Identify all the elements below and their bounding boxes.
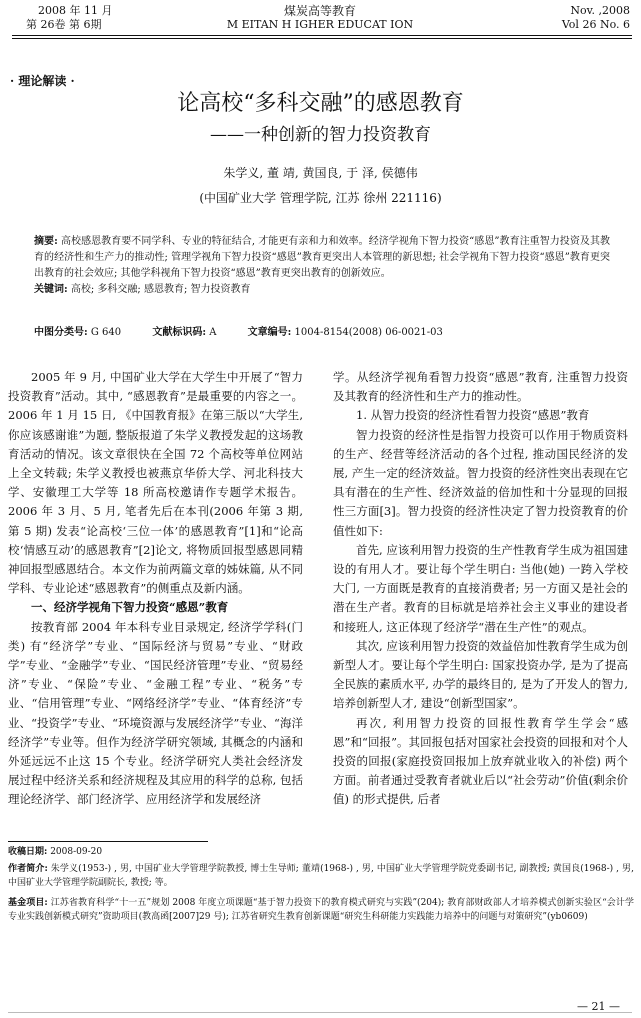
section-heading: 一、经济学视角下智力投资“感恩”教育 xyxy=(31,600,229,615)
abstract-label: 摘要: xyxy=(34,236,58,247)
paragraph: 学。从经济学视角看智力投资“感恩”教育, 注重智力投资及其教育的经济性和生产力的推动性。 xyxy=(333,370,628,404)
received-date xyxy=(8,845,634,859)
paragraph: 其次, 应该利用智力投资的效益倍加性教育学生成为创新型人才。要让每个学生明白: 国家投资办学, 是为了提高全民族的素质水平, 办学的最终目的, 是为了开发人的智力, 培养创新型人才, 建设“创新型国家”。 xyxy=(333,638,628,711)
header-rule-thin xyxy=(12,38,632,39)
article-title: 论高校“多科交融”的感恩教育 xyxy=(177,91,464,116)
clc-value: G 640 xyxy=(87,327,122,338)
journal-name-cn: 煤炭高等教育 xyxy=(283,4,356,18)
keywords xyxy=(34,282,610,298)
received-value: 2008-09-20 xyxy=(47,847,103,857)
classification-line xyxy=(34,326,610,340)
author-bio-value: 朱学义(1953-) , 男, 中国矿业大学管理学院教授, 博士生导师; 董靖(1968-) , 男, 中国矿业大学管理学院党委副书记, 副教授; 黄国良(1968-) , 男, 中国矿业大学管理学院副院长, 教授; 等。 xyxy=(8,864,634,888)
paragraph: 智力投资的经济性是指智力投资可以作用于物质资料的生产、经营等经济活动的各个过程, 推动国民经济的发展, 产生一定的经济效益。智力投资的经济性突出表现在它具有潜在的生产性、经济效益的倍加性和十分显现的回报性三方面[3]。智力投资的经济性决定了智力投资教育的价值性如下: xyxy=(333,427,628,538)
author-list: 朱学义, 董 靖, 黄国良, 于 泽, 侯德伟 xyxy=(223,166,418,180)
journal-date-en xyxy=(520,4,630,32)
header-rule xyxy=(12,35,632,36)
author-bio xyxy=(8,862,634,890)
article-subtitle: ——一种创新的智力投资教育 xyxy=(210,125,431,145)
fund-label: 基金项目: xyxy=(8,898,48,908)
abstract xyxy=(34,234,610,298)
article-no-value: 1004-8154(2008) 06-0021-03 xyxy=(291,327,443,338)
article-no-label: 文章编号: xyxy=(247,327,292,338)
received-label: 收稿日期: xyxy=(8,847,48,857)
keywords-text: 高校; 多科交融; 感恩教育; 智力投资教育 xyxy=(67,284,251,295)
journal-volume-en: Vol 26 No. 6 xyxy=(561,18,630,31)
fund-info xyxy=(8,896,634,924)
subsection-heading: 1. 从智力投资的经济性看智力投资“感恩”教育 xyxy=(356,408,590,423)
author-affiliation: (中国矿业大学 管理学院, 江苏 徐州 221116) xyxy=(199,191,442,205)
paragraph: 首先, 应该利用智力投资的生产性教育学生成为祖国建设的有用人才。要让每个学生明白: 当他(她) 一跨入学校大门, 一方面既是教育的直接消费者; 另一方面又是社会的潜在生产者。教育的目标就是培养社会主义事业的建设者和接班人, 这正体现了经济学“潜在生产性”的观点。 xyxy=(333,542,628,634)
paragraph: 按教育部 2004 年本科专业目录规定, 经济学学科(门类) 有“经济学”专业、“国际经济与贸易”专业、“财政学”专业、“金融学”专业、“国民经济管理”专业、“贸易经济”专业、“保险”专业、“金融工程”专业、“税务”专业、“信用管理”专业、“网络经济学”专业、“体育经济”专业、“投资学”专业、“环境资源与发展经济学”专业、“海洋经济学”专业等。但作为经济学研究领域, 其概念的内涵和外延远远不止这 15 个专业。经济学研究人类社会经济发展过程中经济关系和经济规程及其应用的科学的总称, 包括理论经济学、部门经济学、应用经济学和发展经济 xyxy=(8,619,303,807)
clc-label: 中图分类号: xyxy=(34,327,88,338)
journal-name xyxy=(220,4,420,32)
body-column-left xyxy=(8,368,303,810)
journal-date: 2008 年 11 月 xyxy=(38,4,113,17)
doc-code-label: 文献标识码: xyxy=(152,327,207,338)
fund-value: 江苏省教育科学“十一五”规划 2008 年度立项课题“基于智力投资下的教育模式研究与实践”(204); 教育部财政部人才培养模式创新实验区“会计学专业实践创新模式研究”资助项目(教高函[2007]29 号); 江苏省研究生教育创新课题“研究生科研能力实践能力培养中的问题与对策研究”(yb0609) xyxy=(8,898,635,922)
journal-volume-issue: 第 26卷 第 6期 xyxy=(26,18,102,31)
journal-date-volume xyxy=(26,4,146,32)
journal-name-en: M EITAN H IGHER EDUCAT ION xyxy=(226,18,414,31)
doc-code-value: A xyxy=(206,327,217,338)
abstract-text: 高校感恩教育要不同学科、专业的特征结合, 才能更有亲和力和效率。经济学视角下智力投资“感恩”教育注重智力投资及其教育的经济性和生产力的推动性; 管理学视角下智力投资“感恩”教育更突出人本管理的新思想; 社会学视角下智力投资“感恩”教育更突出教育的社会效应; 其他学科视角下智力投资“感恩”教育更突出教育的创新效应。 xyxy=(34,236,610,279)
page-number: — 21 — xyxy=(577,1000,620,1013)
paragraph: 2005 年 9 月, 中国矿业大学在大学生中开展了“智力投资教育”活动。其中, “感恩教育”是最重要的内容之一。2006 年 1 月 15 日, 《中国教育报》在第三版以“大学生, 你应该感谢谁”为题, 整版报道了朱学义教授发起的这场教育活动的情况。该文章很快在全国 72 个高校等单位网站上全文转载; 朱学义教授也被燕京华侨大学、河北科技大学、安徽理工大学等 18 所高校邀请作专题学术报告。2006 年 3 月、5 月, 笔者先后在本刊(2006 年第 3 期, 第 5 期) 发表“论高校‘三位一体’的感恩教育”[1]和“论高校‘情感互动’的感恩教育”[2]论文, 将物质回报型感恩同精神回报型感恩结合。本文作为前两篇文章的姊妹篇, 从不同学科、专业论述“感恩教育”的侧重点及新内涵。 xyxy=(8,370,303,596)
body-column-right xyxy=(333,368,628,810)
journal-month-en: Nov. ,2008 xyxy=(570,4,630,17)
footnote-rule xyxy=(8,841,208,842)
author-bio-label: 作者简介: xyxy=(8,864,48,874)
keywords-label: 关键词: xyxy=(34,284,68,295)
column-tag: · 理论解读 · xyxy=(10,74,75,88)
paragraph: 再次, 利用智力投资的回报性教育学生学会“感恩”和“回报”。其回报包括对国家社会投资的回报和对个人投资的回报(家庭投资回报加上放弃就业收入的补偿) 两个方面。前者通过受教育者就业后以“社会劳动”价值(剩余价值) 的形式提供, 后者 xyxy=(333,715,628,807)
page-bottom-rule xyxy=(8,1012,632,1013)
